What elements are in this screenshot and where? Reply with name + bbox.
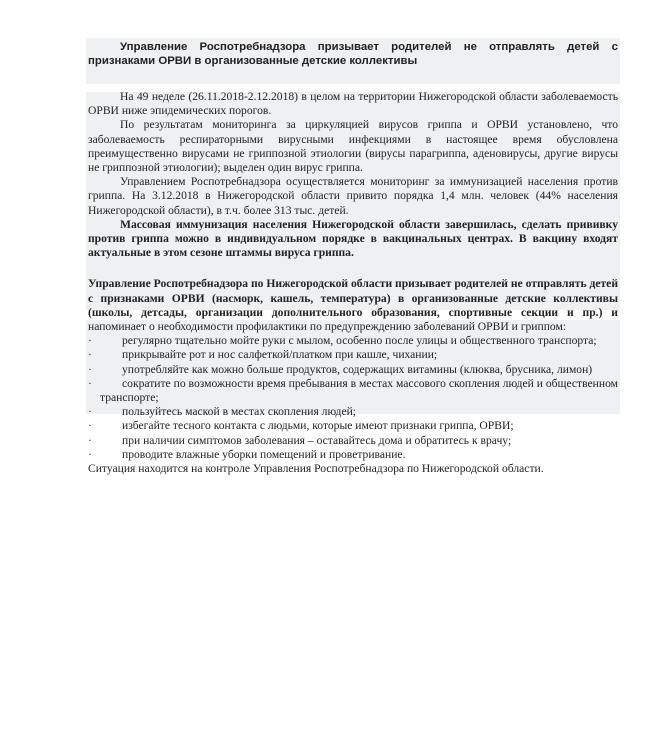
list-item: · избегайте тесного контакта с людьми, которые имеют признаки гриппа, ОРВИ; [88,419,514,433]
bullet-mark: · [88,334,92,348]
paragraph-immunization: Управлением Роспотребнадзора осуществляется мониторинг за иммунизацией населения против гриппа. На 3.12.2018 в Нижегородской области привито порядка 1,4 млн. человек (44% населения Нижегородской области), в т.ч. более 313 тыс. детей. [88,175,618,217]
paragraph-mass-immunization: Массовая иммунизация населения Нижегородской области завершилась, сделать прививку против гриппа можно в индивидуальном порядке в вакцинальных центрах. В вакцину входят актуальные в этом сезоне штаммы вируса гриппа. [88,217,618,260]
appeal-rest-text: напоминает о необходимости профилактики по предупреждению заболеваний ОРВИ и гриппом: [88,320,567,334]
bullet-mark: · [88,447,92,461]
paragraph-week-49: На 49 неделе (26.11.2018-2.12.2018) в целом на территории Нижегородской области заболеваемость ОРВИ ниже эпидемических порогов. [88,90,618,118]
prevention-list [88,334,618,462]
list-item: · сократите по возможности время пребывания в местах массового скопления людей и общественном транспорте; [88,376,618,405]
bullet-mark: · [88,376,92,390]
appeal-paragraph [88,277,618,334]
list-item: · прикрывайте рот и нос салфеткой/платком при кашле, чихании; [88,348,438,362]
bullet-mark: · [88,405,92,419]
list-item: · при наличии симптомов заболевания – оставайтесь дома и обратитесь к врачу; [88,433,512,447]
bullet-mark: · [88,348,92,362]
document-title: Управление Роспотребнадзора призывает родителей не отправлять детей с признаками ОРВИ в организованные детские коллективы [88,41,618,67]
appeal-bold-text: Управление Роспотребнадзора по Нижегородской области призывает родителей не отправлять детей с признаками ОРВИ (насморк, кашель, температура) в организованные детские коллективы (школы, детсады, организации дополнительного образования, спортивные секции и пр.) и [88,277,619,319]
closing-paragraph: Ситуация находится на контроле Управления Роспотребнадзора по Нижегородской области. [88,462,544,476]
bullet-mark: · [88,419,92,433]
list-item: · проводите влажные уборки помещений и проветривание. [88,447,406,461]
list-item: · употребляйте как можно больше продуктов, содержащих витамины (клюква, брусника, лимон) [88,362,593,376]
document-body [88,40,618,476]
bullet-mark: · [88,433,92,447]
bullet-mark: · [88,362,92,376]
list-item: · пользуйтесь маской в местах скопления людей; [88,405,357,419]
list-item: · регулярно тщательно мойте руки с мылом, особенно после улицы и общественного транспорта; [88,334,597,348]
paragraph-monitoring: По результатам мониторинга за циркуляцией вирусов гриппа и ОРВИ установлено, что заболеваемость респираторными вирусными инфекциями в настоящее время обусловлена преимущественно вирусами не гриппозной этиологии (вирусы парагриппа, аденовирусы, другие вирусы не гриппозной этиологии); выделен один вирус гриппа. [88,118,618,175]
